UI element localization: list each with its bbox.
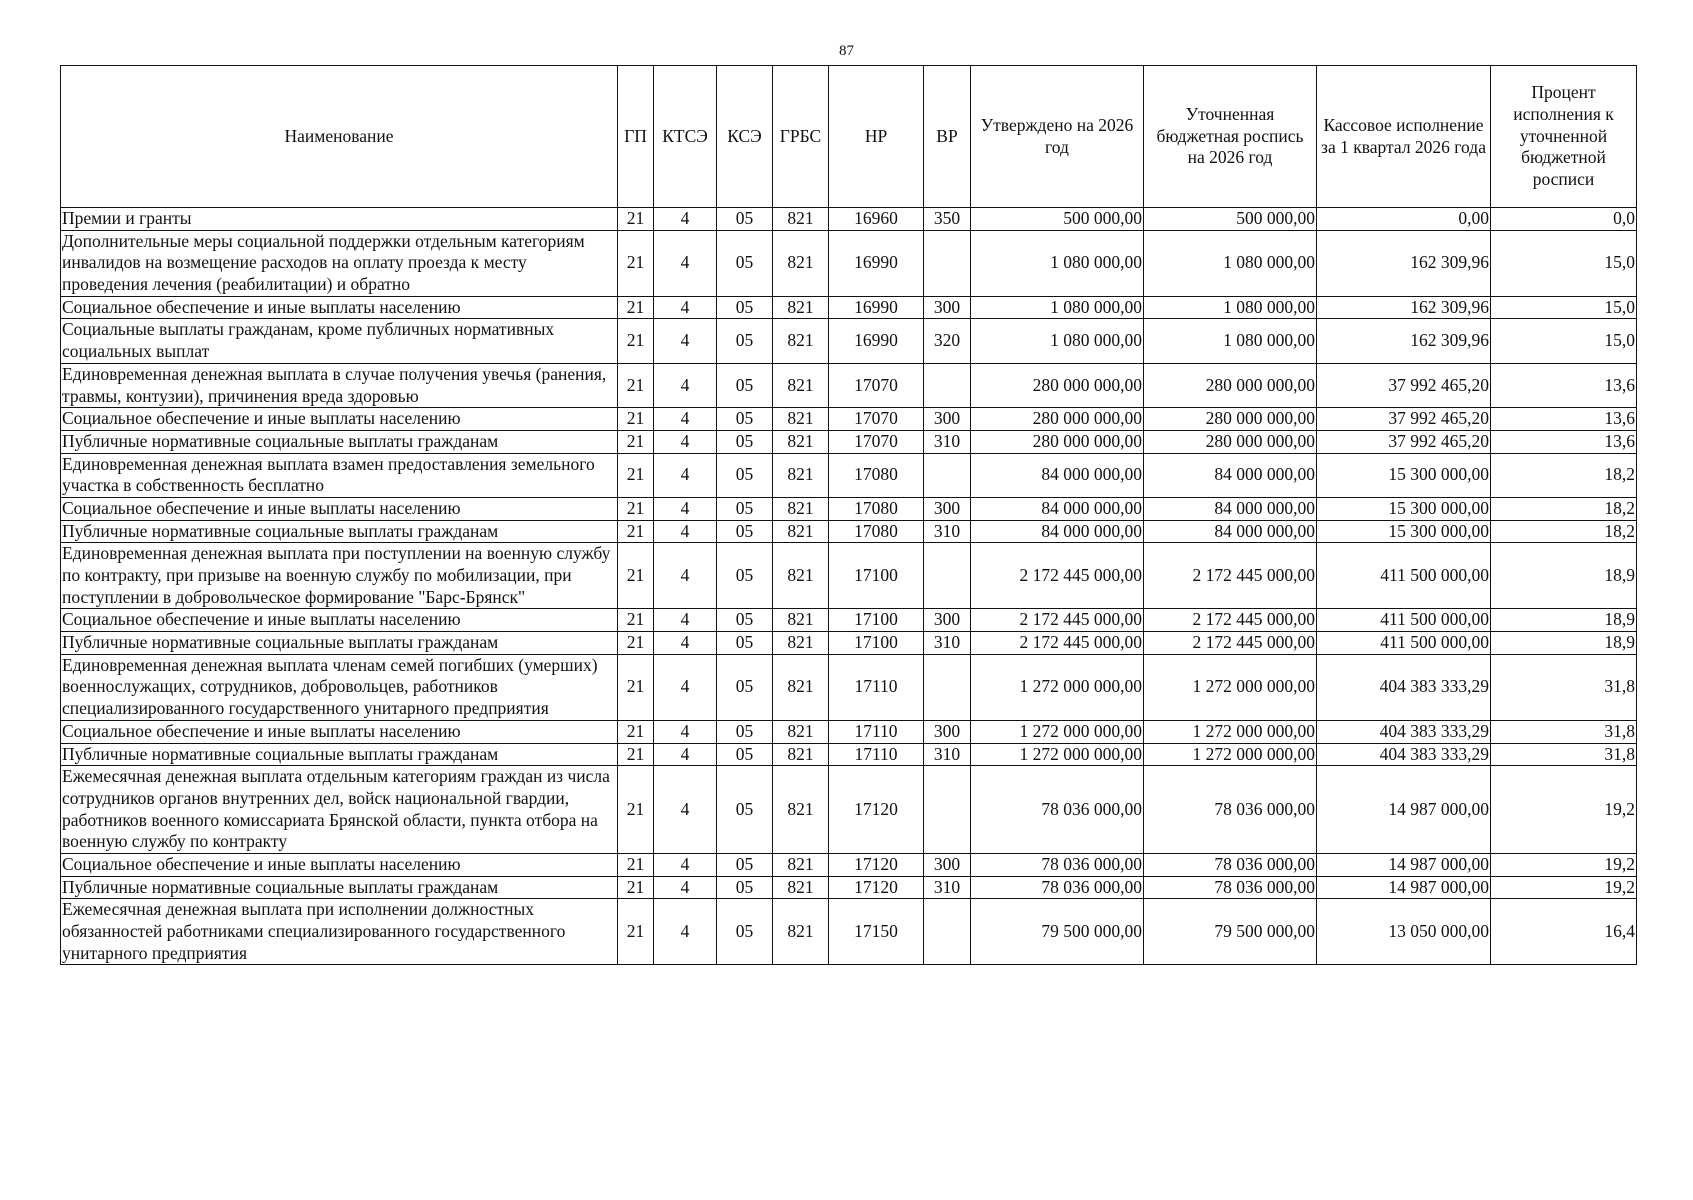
cell-gp: 21 <box>618 497 654 520</box>
cell-grbs: 821 <box>773 453 829 497</box>
table-row <box>61 853 1637 876</box>
cell-kse: 05 <box>717 853 773 876</box>
table-row <box>61 408 1637 431</box>
cell-refined: 500 000,00 <box>1144 208 1317 231</box>
cell-gp: 21 <box>618 743 654 766</box>
cell-grbs: 821 <box>773 720 829 743</box>
cell-name: Публичные нормативные социальные выплаты гражданам <box>61 430 618 453</box>
cell-name: Социальное обеспечение и иные выплаты населению <box>61 497 618 520</box>
cell-refined: 1 080 000,00 <box>1144 230 1317 296</box>
cell-grbs: 821 <box>773 899 829 965</box>
cell-refined: 1 080 000,00 <box>1144 296 1317 319</box>
cell-nr: 17110 <box>829 654 924 720</box>
cell-refined: 79 500 000,00 <box>1144 899 1317 965</box>
cell-cash: 404 383 333,29 <box>1317 743 1491 766</box>
cell-nr: 17070 <box>829 408 924 431</box>
cell-percent: 18,9 <box>1491 543 1637 609</box>
cell-name: Единовременная денежная выплата взамен предоставления земельного участка в собственность бесплатно <box>61 453 618 497</box>
cell-percent: 0,0 <box>1491 208 1637 231</box>
cell-percent: 31,8 <box>1491 654 1637 720</box>
header-grbs: ГРБС <box>773 66 829 208</box>
cell-cash: 162 309,96 <box>1317 296 1491 319</box>
table-row <box>61 654 1637 720</box>
cell-vr: 310 <box>924 632 971 655</box>
cell-gp: 21 <box>618 543 654 609</box>
cell-cash: 411 500 000,00 <box>1317 609 1491 632</box>
cell-percent: 18,2 <box>1491 520 1637 543</box>
cell-percent: 19,2 <box>1491 853 1637 876</box>
cell-cash: 37 992 465,20 <box>1317 408 1491 431</box>
cell-nr: 17110 <box>829 720 924 743</box>
cell-refined: 78 036 000,00 <box>1144 766 1317 854</box>
table-row <box>61 497 1637 520</box>
cell-cash: 14 987 000,00 <box>1317 853 1491 876</box>
cell-grbs: 821 <box>773 408 829 431</box>
cell-kse: 05 <box>717 430 773 453</box>
cell-approved: 79 500 000,00 <box>971 899 1144 965</box>
cell-approved: 1 080 000,00 <box>971 296 1144 319</box>
cell-vr: 350 <box>924 208 971 231</box>
cell-vr: 300 <box>924 408 971 431</box>
header-approved: Утверждено на 2026 год <box>971 66 1144 208</box>
cell-nr: 17120 <box>829 876 924 899</box>
cell-kse: 05 <box>717 363 773 407</box>
cell-gp: 21 <box>618 230 654 296</box>
cell-nr: 17150 <box>829 899 924 965</box>
header-kse: КСЭ <box>717 66 773 208</box>
cell-approved: 78 036 000,00 <box>971 766 1144 854</box>
header-ktse: КТСЭ <box>654 66 717 208</box>
cell-percent: 13,6 <box>1491 363 1637 407</box>
budget-table <box>60 65 1637 965</box>
cell-kse: 05 <box>717 766 773 854</box>
table-row <box>61 899 1637 965</box>
cell-nr: 17120 <box>829 853 924 876</box>
cell-ktse: 4 <box>654 632 717 655</box>
cell-nr: 17100 <box>829 609 924 632</box>
cell-kse: 05 <box>717 453 773 497</box>
cell-ktse: 4 <box>654 876 717 899</box>
cell-ktse: 4 <box>654 208 717 231</box>
cell-grbs: 821 <box>773 296 829 319</box>
cell-ktse: 4 <box>654 899 717 965</box>
cell-grbs: 821 <box>773 766 829 854</box>
cell-approved: 78 036 000,00 <box>971 876 1144 899</box>
cell-refined: 280 000 000,00 <box>1144 408 1317 431</box>
table-row <box>61 296 1637 319</box>
cell-refined: 84 000 000,00 <box>1144 520 1317 543</box>
cell-vr: 300 <box>924 609 971 632</box>
cell-approved: 2 172 445 000,00 <box>971 543 1144 609</box>
header-row <box>61 66 1637 208</box>
cell-refined: 78 036 000,00 <box>1144 853 1317 876</box>
cell-name: Социальное обеспечение и иные выплаты населению <box>61 408 618 431</box>
cell-ktse: 4 <box>654 609 717 632</box>
cell-refined: 280 000 000,00 <box>1144 430 1317 453</box>
cell-nr: 17070 <box>829 363 924 407</box>
cell-name: Социальное обеспечение и иные выплаты населению <box>61 609 618 632</box>
cell-ktse: 4 <box>654 654 717 720</box>
cell-vr <box>924 654 971 720</box>
cell-gp: 21 <box>618 319 654 363</box>
cell-percent: 31,8 <box>1491 720 1637 743</box>
cell-gp: 21 <box>618 363 654 407</box>
cell-percent: 15,0 <box>1491 319 1637 363</box>
cell-kse: 05 <box>717 296 773 319</box>
cell-ktse: 4 <box>654 319 717 363</box>
header-refined: Уточненная бюджетная роспись на 2026 год <box>1144 66 1317 208</box>
cell-name: Социальное обеспечение и иные выплаты населению <box>61 853 618 876</box>
cell-percent: 19,2 <box>1491 876 1637 899</box>
cell-vr: 310 <box>924 430 971 453</box>
cell-ktse: 4 <box>654 720 717 743</box>
cell-grbs: 821 <box>773 543 829 609</box>
cell-vr: 300 <box>924 296 971 319</box>
cell-name: Премии и гранты <box>61 208 618 231</box>
cell-refined: 78 036 000,00 <box>1144 876 1317 899</box>
cell-percent: 19,2 <box>1491 766 1637 854</box>
cell-cash: 14 987 000,00 <box>1317 876 1491 899</box>
header-vr: ВР <box>924 66 971 208</box>
cell-approved: 500 000,00 <box>971 208 1144 231</box>
cell-gp: 21 <box>618 899 654 965</box>
cell-ktse: 4 <box>654 230 717 296</box>
cell-vr: 300 <box>924 497 971 520</box>
cell-name: Единовременная денежная выплата в случае получения увечья (ранения, травмы, контузии), причинения вреда здоровью <box>61 363 618 407</box>
header-cash: Кассовое исполнение за 1 квартал 2026 года <box>1317 66 1491 208</box>
cell-grbs: 821 <box>773 520 829 543</box>
cell-approved: 1 272 000 000,00 <box>971 720 1144 743</box>
cell-gp: 21 <box>618 430 654 453</box>
cell-vr <box>924 453 971 497</box>
cell-name: Ежемесячная денежная выплата при исполнении должностных обязанностей работниками специализированного государственного унитарного предприятия <box>61 899 618 965</box>
cell-approved: 2 172 445 000,00 <box>971 632 1144 655</box>
cell-vr: 320 <box>924 319 971 363</box>
cell-nr: 16990 <box>829 230 924 296</box>
cell-vr: 310 <box>924 743 971 766</box>
cell-name: Социальное обеспечение и иные выплаты населению <box>61 720 618 743</box>
cell-name: Социальные выплаты гражданам, кроме публичных нормативных социальных выплат <box>61 319 618 363</box>
cell-percent: 15,0 <box>1491 296 1637 319</box>
cell-nr: 17080 <box>829 497 924 520</box>
cell-gp: 21 <box>618 853 654 876</box>
cell-kse: 05 <box>717 497 773 520</box>
cell-kse: 05 <box>717 876 773 899</box>
cell-name: Единовременная денежная выплата при поступлении на военную службу по контракту, при призыве на военную службу по мобилизации, при поступлении в добровольческое формирование "Барс-Брянск" <box>61 543 618 609</box>
cell-cash: 13 050 000,00 <box>1317 899 1491 965</box>
table-row <box>61 453 1637 497</box>
cell-cash: 404 383 333,29 <box>1317 720 1491 743</box>
cell-cash: 162 309,96 <box>1317 230 1491 296</box>
cell-nr: 16990 <box>829 296 924 319</box>
cell-kse: 05 <box>717 408 773 431</box>
cell-grbs: 821 <box>773 654 829 720</box>
cell-approved: 84 000 000,00 <box>971 497 1144 520</box>
table-row <box>61 632 1637 655</box>
cell-percent: 18,9 <box>1491 632 1637 655</box>
cell-ktse: 4 <box>654 296 717 319</box>
cell-nr: 17110 <box>829 743 924 766</box>
cell-name: Социальное обеспечение и иные выплаты населению <box>61 296 618 319</box>
cell-cash: 37 992 465,20 <box>1317 430 1491 453</box>
cell-kse: 05 <box>717 208 773 231</box>
cell-percent: 18,9 <box>1491 609 1637 632</box>
table-row <box>61 363 1637 407</box>
cell-grbs: 821 <box>773 319 829 363</box>
cell-refined: 84 000 000,00 <box>1144 497 1317 520</box>
header-name: Наименование <box>61 66 618 208</box>
cell-ktse: 4 <box>654 408 717 431</box>
cell-refined: 2 172 445 000,00 <box>1144 543 1317 609</box>
cell-approved: 1 080 000,00 <box>971 319 1144 363</box>
cell-percent: 13,6 <box>1491 430 1637 453</box>
table-row <box>61 743 1637 766</box>
cell-grbs: 821 <box>773 632 829 655</box>
cell-gp: 21 <box>618 208 654 231</box>
cell-cash: 15 300 000,00 <box>1317 497 1491 520</box>
table-row <box>61 720 1637 743</box>
cell-grbs: 821 <box>773 363 829 407</box>
cell-ktse: 4 <box>654 743 717 766</box>
table-row <box>61 520 1637 543</box>
cell-vr: 310 <box>924 520 971 543</box>
table-header <box>61 66 1637 208</box>
cell-refined: 1 080 000,00 <box>1144 319 1317 363</box>
table-row <box>61 208 1637 231</box>
cell-cash: 411 500 000,00 <box>1317 632 1491 655</box>
cell-vr: 300 <box>924 720 971 743</box>
cell-refined: 1 272 000 000,00 <box>1144 743 1317 766</box>
cell-vr <box>924 543 971 609</box>
cell-nr: 17100 <box>829 632 924 655</box>
cell-grbs: 821 <box>773 430 829 453</box>
cell-nr: 17120 <box>829 766 924 854</box>
cell-percent: 18,2 <box>1491 497 1637 520</box>
cell-kse: 05 <box>717 609 773 632</box>
cell-kse: 05 <box>717 743 773 766</box>
cell-refined: 2 172 445 000,00 <box>1144 609 1317 632</box>
cell-gp: 21 <box>618 766 654 854</box>
cell-approved: 280 000 000,00 <box>971 408 1144 431</box>
header-gp: ГП <box>618 66 654 208</box>
cell-name: Ежемесячная денежная выплата отдельным категориям граждан из числа сотрудников органов внутренних дел, войск национальной гвардии, работников военного комиссариата Брянской области, пункта отбора на военную службу по контракту <box>61 766 618 854</box>
cell-cash: 37 992 465,20 <box>1317 363 1491 407</box>
cell-cash: 411 500 000,00 <box>1317 543 1491 609</box>
cell-name: Публичные нормативные социальные выплаты гражданам <box>61 743 618 766</box>
cell-kse: 05 <box>717 319 773 363</box>
cell-grbs: 821 <box>773 497 829 520</box>
table-body <box>61 208 1637 965</box>
cell-vr <box>924 363 971 407</box>
cell-refined: 2 172 445 000,00 <box>1144 632 1317 655</box>
cell-kse: 05 <box>717 230 773 296</box>
cell-ktse: 4 <box>654 453 717 497</box>
cell-kse: 05 <box>717 654 773 720</box>
cell-cash: 15 300 000,00 <box>1317 453 1491 497</box>
cell-vr: 300 <box>924 853 971 876</box>
header-nr: НР <box>829 66 924 208</box>
cell-gp: 21 <box>618 453 654 497</box>
cell-ktse: 4 <box>654 853 717 876</box>
cell-cash: 404 383 333,29 <box>1317 654 1491 720</box>
cell-percent: 16,4 <box>1491 899 1637 965</box>
cell-gp: 21 <box>618 520 654 543</box>
cell-approved: 280 000 000,00 <box>971 363 1144 407</box>
cell-ktse: 4 <box>654 766 717 854</box>
cell-refined: 84 000 000,00 <box>1144 453 1317 497</box>
cell-cash: 0,00 <box>1317 208 1491 231</box>
cell-nr: 17070 <box>829 430 924 453</box>
cell-nr: 16960 <box>829 208 924 231</box>
cell-gp: 21 <box>618 296 654 319</box>
cell-grbs: 821 <box>773 208 829 231</box>
table-row <box>61 876 1637 899</box>
cell-percent: 13,6 <box>1491 408 1637 431</box>
cell-nr: 17080 <box>829 453 924 497</box>
cell-gp: 21 <box>618 632 654 655</box>
cell-name: Публичные нормативные социальные выплаты гражданам <box>61 632 618 655</box>
cell-nr: 16990 <box>829 319 924 363</box>
header-percent: Процент исполнения к уточненной бюджетной росписи <box>1491 66 1637 208</box>
cell-kse: 05 <box>717 520 773 543</box>
cell-vr <box>924 766 971 854</box>
cell-ktse: 4 <box>654 497 717 520</box>
cell-approved: 280 000 000,00 <box>971 430 1144 453</box>
table-row <box>61 430 1637 453</box>
cell-gp: 21 <box>618 408 654 431</box>
cell-vr <box>924 230 971 296</box>
cell-ktse: 4 <box>654 543 717 609</box>
cell-kse: 05 <box>717 543 773 609</box>
page-number: 87 <box>839 43 854 59</box>
cell-name: Публичные нормативные социальные выплаты гражданам <box>61 876 618 899</box>
cell-percent: 15,0 <box>1491 230 1637 296</box>
table-row <box>61 609 1637 632</box>
cell-kse: 05 <box>717 632 773 655</box>
cell-cash: 14 987 000,00 <box>1317 766 1491 854</box>
cell-vr <box>924 899 971 965</box>
cell-cash: 15 300 000,00 <box>1317 520 1491 543</box>
cell-nr: 17080 <box>829 520 924 543</box>
cell-approved: 2 172 445 000,00 <box>971 609 1144 632</box>
cell-approved: 84 000 000,00 <box>971 453 1144 497</box>
cell-refined: 1 272 000 000,00 <box>1144 654 1317 720</box>
cell-refined: 280 000 000,00 <box>1144 363 1317 407</box>
cell-ktse: 4 <box>654 363 717 407</box>
cell-percent: 31,8 <box>1491 743 1637 766</box>
cell-grbs: 821 <box>773 230 829 296</box>
cell-cash: 162 309,96 <box>1317 319 1491 363</box>
cell-name: Публичные нормативные социальные выплаты гражданам <box>61 520 618 543</box>
cell-approved: 78 036 000,00 <box>971 853 1144 876</box>
cell-name: Дополнительные меры социальной поддержки отдельным категориям инвалидов на возмещение расходов на оплату проезда к месту проведения лечения (реабилитации) и обратно <box>61 230 618 296</box>
cell-refined: 1 272 000 000,00 <box>1144 720 1317 743</box>
cell-ktse: 4 <box>654 520 717 543</box>
cell-approved: 1 272 000 000,00 <box>971 654 1144 720</box>
cell-gp: 21 <box>618 609 654 632</box>
cell-ktse: 4 <box>654 430 717 453</box>
cell-percent: 18,2 <box>1491 453 1637 497</box>
table-row <box>61 543 1637 609</box>
cell-vr: 310 <box>924 876 971 899</box>
cell-approved: 1 272 000 000,00 <box>971 743 1144 766</box>
cell-name: Единовременная денежная выплата членам семей погибших (умерших) военнослужащих, сотрудников, добровольцев, работников специализированного государственного унитарного предприятия <box>61 654 618 720</box>
cell-grbs: 821 <box>773 743 829 766</box>
cell-kse: 05 <box>717 720 773 743</box>
cell-grbs: 821 <box>773 853 829 876</box>
cell-kse: 05 <box>717 899 773 965</box>
cell-gp: 21 <box>618 720 654 743</box>
cell-approved: 1 080 000,00 <box>971 230 1144 296</box>
cell-nr: 17100 <box>829 543 924 609</box>
cell-grbs: 821 <box>773 609 829 632</box>
table-row <box>61 319 1637 363</box>
cell-approved: 84 000 000,00 <box>971 520 1144 543</box>
table-row <box>61 230 1637 296</box>
cell-gp: 21 <box>618 654 654 720</box>
cell-gp: 21 <box>618 876 654 899</box>
table-row <box>61 766 1637 854</box>
cell-grbs: 821 <box>773 876 829 899</box>
